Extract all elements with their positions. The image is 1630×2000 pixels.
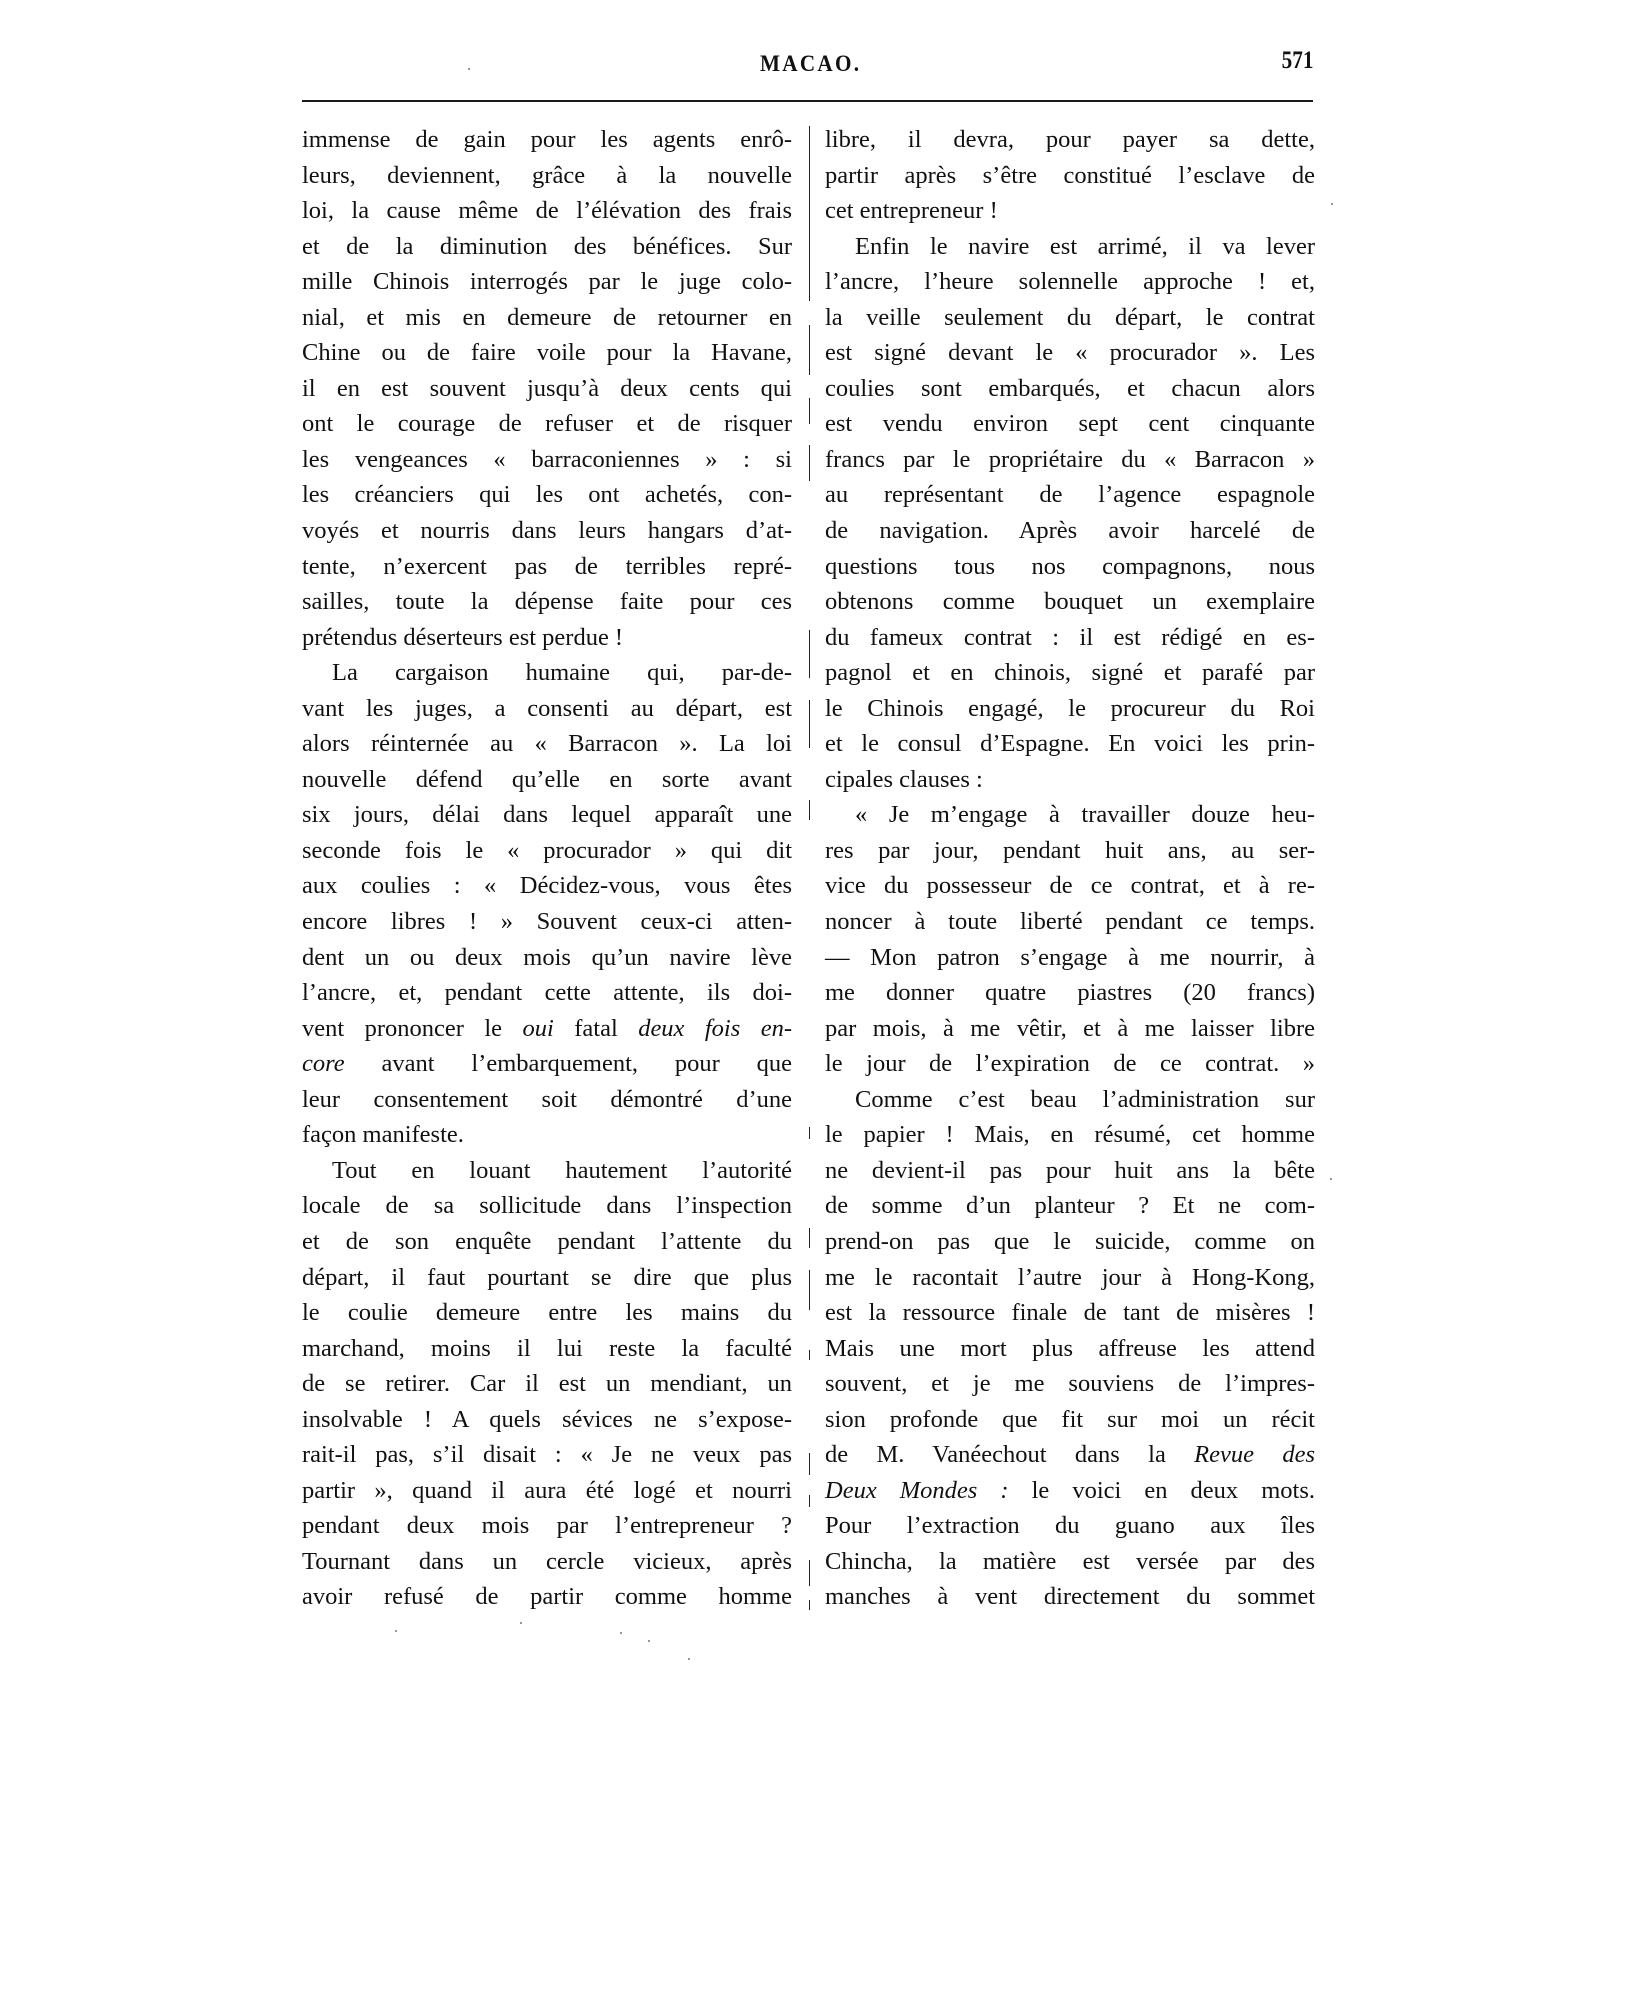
text-line: Chincha, la matière est versée par des <box>825 1547 1315 1575</box>
text-line <box>825 1473 1315 1509</box>
column-divider <box>809 1228 810 1248</box>
scan-speck <box>648 1640 650 1642</box>
column-divider <box>809 630 810 678</box>
right-column <box>825 122 1315 1615</box>
scan-speck <box>1330 1178 1332 1180</box>
text-line: francs par le propriétaire du « Barracon » <box>825 445 1315 473</box>
text-line: coulies sont embarqués, et chacun alors <box>825 374 1315 402</box>
text-line: le Chinois engagé, le procureur du Roi <box>825 694 1315 722</box>
text-line: six jours, délai dans lequel apparaît une <box>302 801 792 829</box>
text-line <box>302 1046 792 1082</box>
text-line: nial, et mis en demeure de retourner en <box>302 303 792 331</box>
text-line: sion profonde que fit sur moi un récit <box>825 1405 1315 1433</box>
text-line: dent un ou deux mois qu’un navire lève <box>302 943 792 971</box>
column-divider <box>809 1495 810 1507</box>
text-line: et de la diminution des bénéfices. Sur <box>302 232 792 260</box>
text-line: départ, il faut pourtant se dire que plus <box>302 1263 792 1291</box>
text-line: vice du possesseur de ce contrat, et à re- <box>825 872 1315 900</box>
text-line: loi, la cause même de l’élévation des frais <box>302 197 792 225</box>
text-line: la veille seulement du départ, le contrat <box>825 303 1315 331</box>
text-run: le voici en deux mots. <box>1008 1476 1315 1504</box>
text-line: le jour de l’expiration de ce contrat. » <box>825 1050 1315 1078</box>
text-line: est vendu environ sept cent cinquante <box>825 410 1315 438</box>
text-line: Tout en louant hautement l’autorité <box>332 1156 792 1184</box>
running-head <box>302 40 1313 90</box>
text-line: prend-on pas que le suicide, comme on <box>825 1227 1315 1255</box>
text-line: locale de sa sollicitude dans l’inspection <box>302 1192 792 1220</box>
text-line: ne devient-il pas pour huit ans la bête <box>825 1156 1315 1184</box>
text-line: mille Chinois interrogés par le juge colo- <box>302 268 792 296</box>
text-line: et le consul d’Espagne. En voici les prin- <box>825 730 1315 758</box>
text-line: manches à vent directement du sommet <box>825 1583 1315 1611</box>
text-line: leur consentement soit démontré d’une <box>302 1085 792 1113</box>
text-line: ont le courage de refuser et de risquer <box>302 410 792 438</box>
text-line: Comme c’est beau l’administration sur <box>855 1085 1315 1113</box>
header-rule <box>302 100 1313 102</box>
scan-speck <box>520 1622 522 1624</box>
column-divider <box>809 1350 810 1360</box>
text-line: questions tous nos compagnons, nous <box>825 552 1315 580</box>
text-line: partir après s’être constitué l’esclave de <box>825 161 1315 189</box>
column-divider <box>809 445 810 481</box>
italic-text: Revue des <box>1194 1441 1315 1469</box>
text-line: pendant deux mois par l’entrepreneur ? <box>302 1512 792 1540</box>
text-line: de se retirer. Car il est un mendiant, un <box>302 1370 792 1398</box>
column-divider <box>809 1453 810 1475</box>
text-line: l’ancre, l’heure solennelle approche ! et, <box>825 268 1315 296</box>
text-line: le papier ! Mais, en résumé, cet homme <box>825 1121 1315 1149</box>
text-line: leurs, deviennent, grâce à la nouvelle <box>302 161 792 189</box>
text-line: voyés et nourris dans leurs hangars d’at- <box>302 517 792 545</box>
text-line: les créanciers qui les ont achetés, con- <box>302 481 792 509</box>
text-line <box>825 1437 1315 1473</box>
text-line: l’ancre, et, pendant cette attente, ils doi- <box>302 979 792 1007</box>
text-line: La cargaison humaine qui, par-de- <box>332 659 792 687</box>
column-divider <box>809 800 810 820</box>
column-divider <box>809 1560 810 1586</box>
text-line: est signé devant le « procurador ». Les <box>825 339 1315 367</box>
text-run: fatal <box>553 1014 639 1042</box>
text-run: avant l’embarquement, pour que <box>344 1050 792 1078</box>
text-line: immense de gain pour les agents enrô- <box>302 126 792 153</box>
text-line: souvent, et je me souviens de l’impres- <box>825 1370 1315 1398</box>
italic-text: Deux Mondes : <box>825 1476 1009 1504</box>
text-line: cipales clauses : <box>825 765 983 793</box>
text-line: marchand, moins il lui reste la faculté <box>302 1334 792 1362</box>
text-line: par mois, à me vêtir, et à me laisser libre <box>825 1014 1315 1042</box>
text-line: sailles, toute la dépense faite pour ces <box>302 588 792 616</box>
text-run: vent prononcer le <box>302 1014 523 1042</box>
column-divider <box>809 398 810 424</box>
left-column <box>302 122 792 1615</box>
text-line <box>302 1011 792 1047</box>
text-line: me le racontait l’autre jour à Hong-Kong, <box>825 1263 1315 1291</box>
text-line: noncer à toute liberté pendant ce temps. <box>825 908 1315 936</box>
italic-text: oui <box>522 1014 554 1042</box>
text-line: les vengeances « barraconiennes » : si <box>302 445 792 473</box>
text-line: obtenons comme bouquet un exemplaire <box>825 588 1315 616</box>
text-line: encore libres ! » Souvent ceux-ci atten- <box>302 908 792 936</box>
text-line: insolvable ! A quels sévices ne s’expose- <box>302 1405 792 1433</box>
text-line: cet entrepreneur ! <box>825 197 998 225</box>
text-line: et de son enquête pendant l’attente du <box>302 1227 792 1255</box>
column-divider <box>809 1270 810 1310</box>
running-title: MACAO. <box>760 51 862 76</box>
scan-speck <box>688 1658 690 1660</box>
scan-speck <box>395 1630 397 1632</box>
scan-speck <box>1331 203 1333 205</box>
text-line: Pour l’extraction du guano aux îles <box>825 1512 1315 1540</box>
text-line: de somme d’un planteur ? Et ne com- <box>825 1192 1315 1220</box>
column-divider <box>809 325 810 375</box>
page-number: 571 <box>1281 47 1313 74</box>
text-line: alors réinternée au « Barracon ». La loi <box>302 730 792 758</box>
text-line: Enfin le navire est arrimé, il va lever <box>855 232 1315 260</box>
italic-text: deux fois en- <box>638 1014 792 1042</box>
scan-speck <box>620 1632 622 1634</box>
column-divider <box>809 126 810 301</box>
text-line: vant les juges, a consenti au départ, est <box>302 694 792 722</box>
text-line: Mais une mort plus affreuse les attend <box>825 1334 1315 1362</box>
column-divider <box>809 700 810 748</box>
text-line: « Je m’engage à travailler douze heu- <box>855 801 1315 829</box>
text-line: seconde fois le « procurador » qui dit <box>302 836 792 864</box>
text-line: est la ressource finale de tant de misères ! <box>825 1299 1315 1327</box>
text-line: res par jour, pendant huit ans, au ser- <box>825 836 1315 864</box>
text-line: Chine ou de faire voile pour la Havane, <box>302 339 792 367</box>
text-line: le coulie demeure entre les mains du <box>302 1299 792 1327</box>
column-divider <box>809 1127 810 1139</box>
text-line: — Mon patron s’engage à me nourrir, à <box>825 943 1315 971</box>
text-line: tente, n’exercent pas de terribles repré- <box>302 552 792 580</box>
text-line: nouvelle défend qu’elle en sorte avant <box>302 765 792 793</box>
text-line: il en est souvent jusqu’à deux cents qui <box>302 374 792 402</box>
text-line: rait-il pas, s’il disait : « Je ne veux pas <box>302 1441 792 1469</box>
text-line: Tournant dans un cercle vicieux, après <box>302 1547 792 1575</box>
italic-text: core <box>302 1050 345 1078</box>
text-line: prétendus déserteurs est perdue ! <box>302 623 624 651</box>
text-line: partir », quand il aura été logé et nourri <box>302 1476 792 1504</box>
scan-speck <box>468 68 470 70</box>
column-divider <box>809 1600 810 1610</box>
text-run: de M. Vanéechout dans la <box>825 1441 1195 1469</box>
text-line: me donner quatre piastres (20 francs) <box>825 979 1315 1007</box>
text-line: de navigation. Après avoir harcelé de <box>825 517 1315 545</box>
text-line: du fameux contrat : il est rédigé en es- <box>825 623 1315 651</box>
text-line: façon manifeste. <box>302 1121 464 1149</box>
text-line: libre, il devra, pour payer sa dette, <box>825 126 1315 153</box>
text-line: avoir refusé de partir comme homme <box>302 1583 792 1611</box>
text-line: pagnol et en chinois, signé et parafé par <box>825 659 1315 687</box>
text-line: aux coulies : « Décidez-vous, vous êtes <box>302 872 792 900</box>
text-line: au représentant de l’agence espagnole <box>825 481 1315 509</box>
